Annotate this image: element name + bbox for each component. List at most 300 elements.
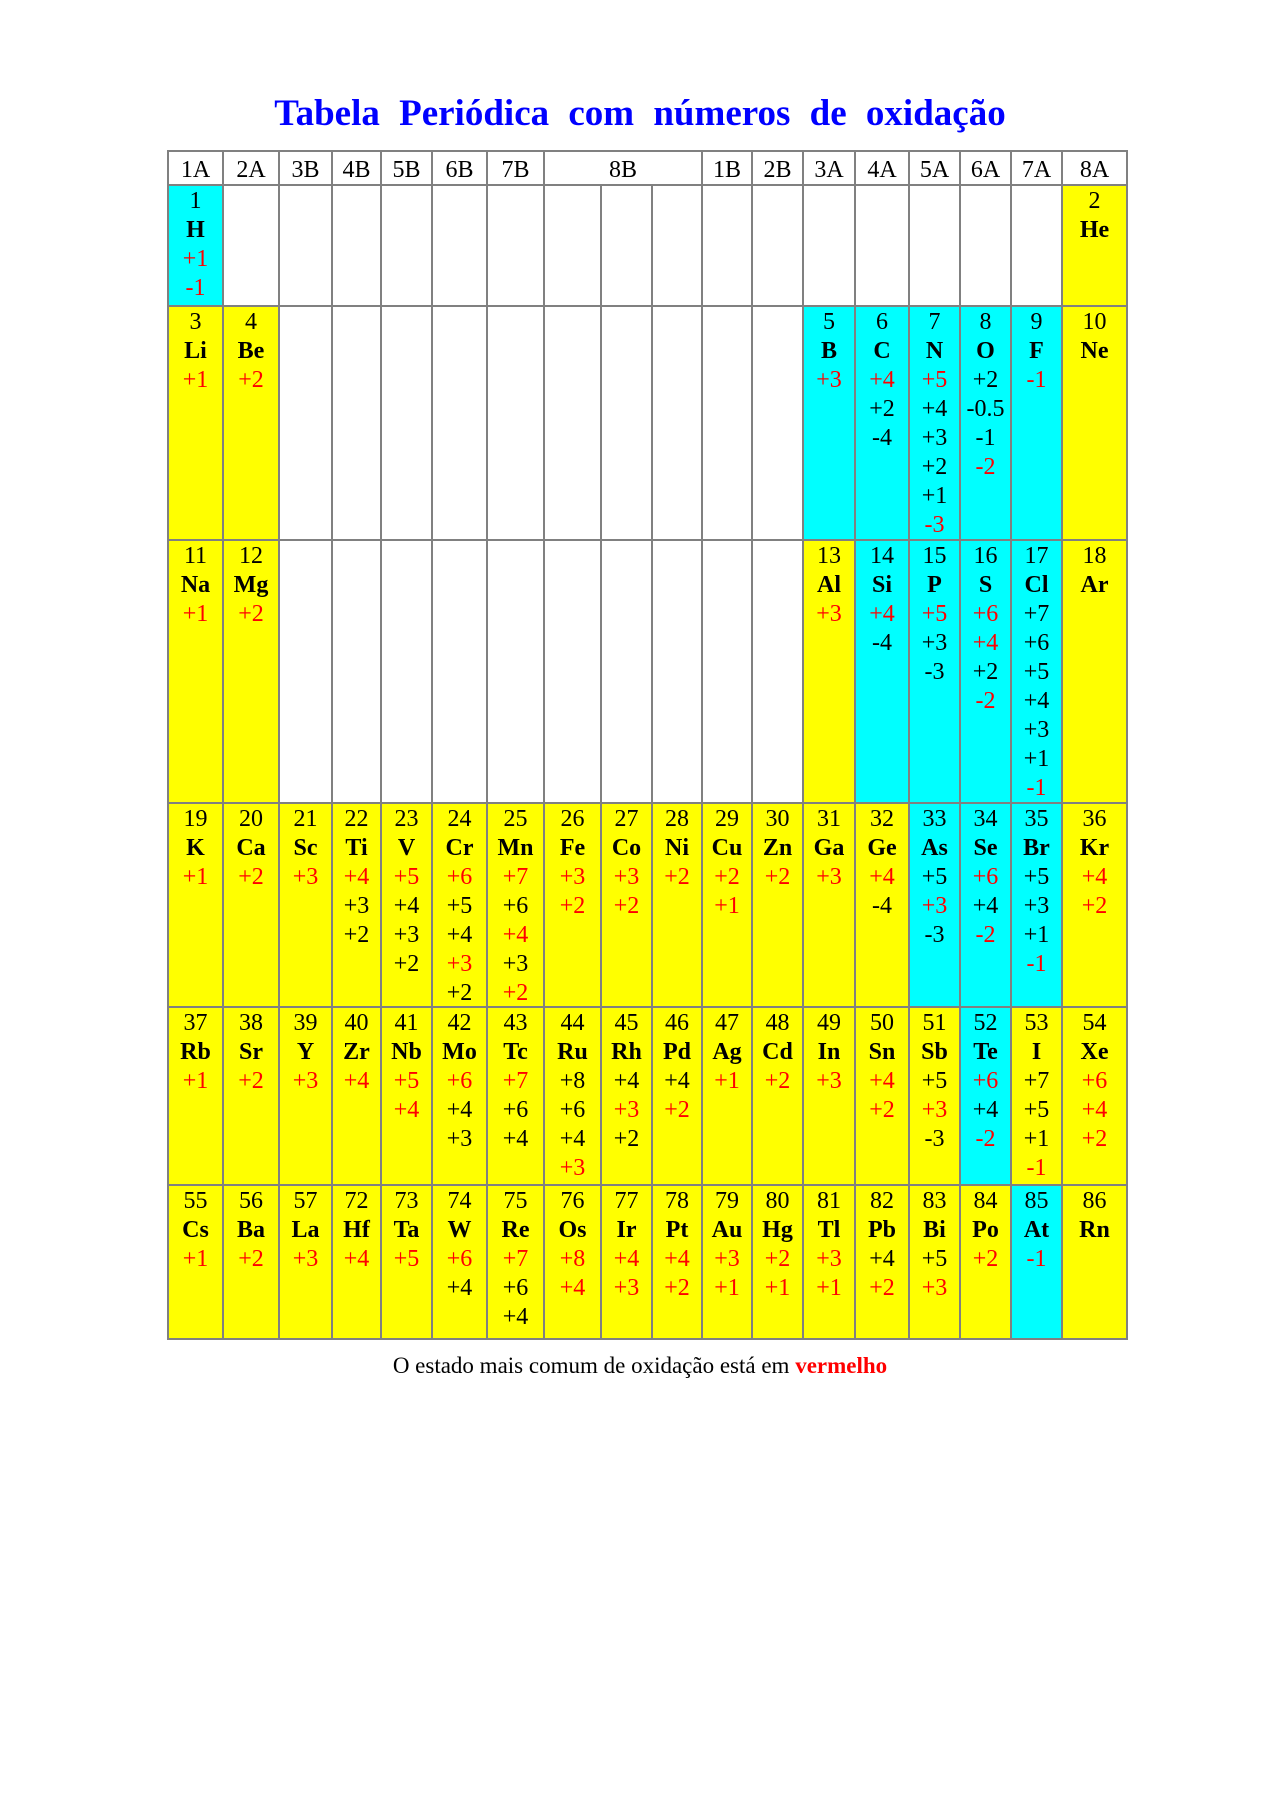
oxidation-state: +8 bbox=[559, 1246, 586, 1272]
element-symbol: Ca bbox=[236, 835, 266, 861]
oxidation-state: +1 bbox=[714, 1068, 740, 1094]
empty-cell bbox=[545, 307, 600, 539]
element-cell-al bbox=[804, 541, 854, 802]
oxidation-state: +7 bbox=[1023, 601, 1050, 627]
oxidation-state: +1 bbox=[182, 864, 209, 890]
group-label: 3B bbox=[291, 157, 320, 183]
element-cell-re bbox=[488, 1186, 543, 1338]
element-symbol: Mo bbox=[442, 1039, 477, 1065]
oxidation-state: +3 bbox=[921, 893, 948, 919]
element-symbol: Nb bbox=[391, 1039, 422, 1065]
page-title: Tabela Periódica com números de oxidação bbox=[274, 93, 1006, 134]
oxidation-state: +7 bbox=[502, 1246, 529, 1272]
oxidation-state: +4 bbox=[921, 396, 948, 422]
atomic-number: 11 bbox=[183, 543, 208, 569]
element-symbol: Pb bbox=[867, 1217, 897, 1243]
element-cell-c bbox=[856, 307, 908, 539]
atomic-number: 22 bbox=[344, 806, 369, 832]
oxidation-state: +4 bbox=[1023, 688, 1050, 714]
atomic-number: 76 bbox=[560, 1188, 585, 1214]
oxidation-state: +2 bbox=[664, 864, 690, 890]
oxidation-state: +2 bbox=[1081, 1126, 1108, 1152]
oxidation-state: +3 bbox=[292, 1246, 319, 1272]
oxidation-state: +2 bbox=[972, 367, 999, 393]
atomic-number: 32 bbox=[870, 806, 894, 832]
oxidation-state: +2 bbox=[238, 1068, 264, 1094]
empty-cell bbox=[433, 307, 486, 539]
oxidation-state: +5 bbox=[921, 367, 948, 393]
oxidation-state: +2 bbox=[613, 893, 640, 919]
atomic-number: 26 bbox=[560, 806, 585, 832]
periodic-table bbox=[167, 150, 1128, 1340]
element-symbol: Zn bbox=[762, 835, 793, 861]
oxidation-state: +1 bbox=[1023, 746, 1050, 772]
element-symbol: B bbox=[820, 338, 838, 364]
element-cell-v bbox=[382, 804, 431, 1006]
empty-cell bbox=[910, 186, 959, 305]
element-cell-bi bbox=[910, 1186, 959, 1338]
oxidation-state: +3 bbox=[613, 864, 640, 890]
empty-cell bbox=[280, 186, 331, 305]
oxidation-state: +2 bbox=[1081, 893, 1108, 919]
oxidation-state: -4 bbox=[872, 630, 892, 656]
oxidation-state: +3 bbox=[292, 864, 319, 890]
element-symbol: Pt bbox=[665, 1217, 689, 1243]
empty-cell bbox=[280, 307, 331, 539]
oxidation-state: +4 bbox=[869, 864, 895, 890]
oxidation-state: +2 bbox=[559, 893, 586, 919]
atomic-number: 33 bbox=[922, 806, 947, 832]
element-symbol: P bbox=[927, 572, 942, 598]
element-cell-ar bbox=[1063, 541, 1126, 802]
atomic-number: 45 bbox=[614, 1010, 639, 1036]
empty-cell bbox=[753, 307, 802, 539]
oxidation-state: +3 bbox=[1023, 893, 1050, 919]
element-symbol: Ga bbox=[813, 835, 845, 861]
element-symbol: Be bbox=[237, 338, 265, 364]
oxidation-state: +4 bbox=[1081, 1097, 1108, 1123]
element-symbol: Ta bbox=[393, 1217, 420, 1243]
oxidation-state: +3 bbox=[921, 1275, 948, 1301]
empty-cell bbox=[382, 186, 431, 305]
element-cell-ag bbox=[703, 1008, 751, 1184]
empty-cell bbox=[488, 186, 543, 305]
empty-cell bbox=[602, 541, 651, 802]
atomic-number: 73 bbox=[394, 1188, 419, 1214]
atomic-number: 29 bbox=[715, 806, 739, 832]
element-cell-hg bbox=[753, 1186, 802, 1338]
element-cell-ru bbox=[545, 1008, 600, 1184]
oxidation-state: +2 bbox=[664, 1275, 690, 1301]
element-cell-i bbox=[1012, 1008, 1061, 1184]
oxidation-state: +1 bbox=[714, 1275, 740, 1301]
atomic-number: 1 bbox=[189, 188, 202, 214]
atomic-number: 13 bbox=[817, 543, 841, 569]
empty-cell bbox=[382, 307, 431, 539]
oxidation-state: -3 bbox=[924, 1126, 945, 1152]
oxidation-state: +1 bbox=[1023, 922, 1050, 948]
element-symbol: Mn bbox=[497, 835, 534, 861]
oxidation-state: +2 bbox=[764, 1068, 791, 1094]
oxidation-state: +3 bbox=[816, 864, 842, 890]
element-symbol: Sr bbox=[239, 1039, 263, 1065]
element-symbol: Sb bbox=[921, 1039, 948, 1065]
element-symbol: Se bbox=[973, 835, 998, 861]
oxidation-state: +1 bbox=[182, 246, 209, 272]
oxidation-state: +4 bbox=[664, 1246, 690, 1272]
oxidation-state: +3 bbox=[816, 601, 842, 627]
element-cell-sr bbox=[224, 1008, 278, 1184]
element-symbol: Hf bbox=[343, 1217, 370, 1243]
element-cell-ba bbox=[224, 1186, 278, 1338]
empty-cell bbox=[753, 186, 802, 305]
element-cell-b bbox=[804, 307, 854, 539]
atomic-number: 2 bbox=[1088, 188, 1101, 214]
group-label: 7A bbox=[1021, 157, 1052, 183]
oxidation-state: +2 bbox=[714, 864, 740, 890]
atomic-number: 6 bbox=[876, 309, 888, 335]
oxidation-state: -1 bbox=[1026, 951, 1047, 977]
element-symbol: H bbox=[186, 217, 205, 243]
oxidation-state: +6 bbox=[502, 893, 529, 919]
oxidation-state: +4 bbox=[393, 893, 420, 919]
atomic-number: 37 bbox=[183, 1010, 208, 1036]
oxidation-state: +4 bbox=[559, 1126, 586, 1152]
element-cell-hf bbox=[333, 1186, 380, 1338]
element-symbol: Y bbox=[296, 1039, 315, 1065]
element-symbol: C bbox=[873, 338, 891, 364]
element-cell-zr bbox=[333, 1008, 380, 1184]
element-cell-cd bbox=[753, 1008, 802, 1184]
element-cell-na bbox=[169, 541, 222, 802]
element-cell-ni bbox=[653, 804, 701, 1006]
atomic-number: 53 bbox=[1024, 1010, 1049, 1036]
atomic-number: 36 bbox=[1082, 806, 1107, 832]
element-symbol: Sc bbox=[293, 835, 318, 861]
atomic-number: 47 bbox=[715, 1010, 739, 1036]
empty-cell bbox=[280, 541, 331, 802]
element-symbol: Cr bbox=[445, 835, 474, 861]
atomic-number: 8 bbox=[979, 309, 992, 335]
oxidation-state: +7 bbox=[1023, 1068, 1050, 1094]
element-cell-be bbox=[224, 307, 278, 539]
element-cell-sn bbox=[856, 1008, 908, 1184]
oxidation-state: -1 bbox=[1026, 1246, 1047, 1272]
oxidation-state: -2 bbox=[975, 922, 996, 948]
element-symbol: Mg bbox=[233, 572, 269, 598]
atomic-number: 82 bbox=[870, 1188, 894, 1214]
oxidation-state: +5 bbox=[921, 864, 948, 890]
empty-cell bbox=[224, 186, 278, 305]
atomic-number: 21 bbox=[293, 806, 318, 832]
oxidation-state: +2 bbox=[238, 367, 264, 393]
element-cell-pd bbox=[653, 1008, 701, 1184]
oxidation-state: -3 bbox=[924, 512, 945, 538]
group-label: 8B bbox=[608, 157, 638, 183]
oxidation-state: -1 bbox=[185, 275, 206, 301]
oxidation-state: +2 bbox=[343, 922, 370, 948]
caption bbox=[0, 1353, 1280, 1379]
element-symbol: Pd bbox=[662, 1039, 692, 1065]
group-label: 7B bbox=[501, 157, 530, 183]
oxidation-state: +4 bbox=[446, 922, 473, 948]
oxidation-state: +6 bbox=[972, 601, 999, 627]
atomic-number: 34 bbox=[973, 806, 998, 832]
element-symbol: In bbox=[817, 1039, 841, 1065]
element-cell-co bbox=[602, 804, 651, 1006]
oxidation-state: +2 bbox=[921, 454, 948, 480]
oxidation-state: +2 bbox=[764, 864, 791, 890]
oxidation-state: +2 bbox=[664, 1097, 690, 1123]
oxidation-state: +3 bbox=[393, 922, 420, 948]
element-symbol: S bbox=[978, 572, 993, 598]
caption-highlight: vermelho bbox=[795, 1353, 888, 1378]
oxidation-state: +6 bbox=[502, 1097, 529, 1123]
element-cell-tc bbox=[488, 1008, 543, 1184]
empty-cell bbox=[488, 307, 543, 539]
atomic-number: 18 bbox=[1082, 543, 1107, 569]
element-cell-os bbox=[545, 1186, 600, 1338]
atomic-number: 24 bbox=[447, 806, 472, 832]
atomic-number: 27 bbox=[614, 806, 639, 832]
atomic-number: 23 bbox=[394, 806, 419, 832]
element-cell-at bbox=[1012, 1186, 1061, 1338]
oxidation-state: +4 bbox=[972, 893, 999, 919]
oxidation-state: +3 bbox=[559, 864, 586, 890]
atomic-number: 3 bbox=[189, 309, 202, 335]
element-cell-in bbox=[804, 1008, 854, 1184]
group-label: 8A bbox=[1079, 157, 1110, 183]
oxidation-state: +6 bbox=[1023, 630, 1050, 656]
element-symbol: Li bbox=[184, 338, 207, 364]
element-symbol: V bbox=[397, 835, 416, 861]
caption-text: O estado mais comum de oxidação está em bbox=[392, 1353, 790, 1378]
element-cell-po bbox=[961, 1186, 1010, 1338]
atomic-number: 46 bbox=[665, 1010, 689, 1036]
element-symbol: Cd bbox=[762, 1039, 793, 1065]
atomic-number: 31 bbox=[817, 806, 841, 832]
element-cell-as bbox=[910, 804, 959, 1006]
atomic-number: 44 bbox=[560, 1010, 585, 1036]
element-cell-h bbox=[169, 186, 222, 305]
atomic-number: 85 bbox=[1024, 1188, 1049, 1214]
empty-cell bbox=[602, 307, 651, 539]
element-symbol: I bbox=[1031, 1039, 1042, 1065]
empty-cell bbox=[703, 307, 751, 539]
element-cell-mo bbox=[433, 1008, 486, 1184]
element-symbol: Re bbox=[501, 1217, 530, 1243]
element-symbol: Cl bbox=[1024, 572, 1049, 598]
element-cell-tl bbox=[804, 1186, 854, 1338]
atomic-number: 55 bbox=[183, 1188, 208, 1214]
atomic-number: 84 bbox=[973, 1188, 998, 1214]
atomic-number: 9 bbox=[1030, 309, 1043, 335]
element-symbol: Fe bbox=[559, 835, 586, 861]
atomic-number: 75 bbox=[503, 1188, 528, 1214]
oxidation-state: +2 bbox=[238, 601, 264, 627]
oxidation-state: +4 bbox=[343, 864, 370, 890]
empty-cell bbox=[961, 186, 1010, 305]
oxidation-state: +2 bbox=[869, 1275, 895, 1301]
element-cell-xe bbox=[1063, 1008, 1126, 1184]
element-cell-s bbox=[961, 541, 1010, 802]
oxidation-state: +3 bbox=[502, 951, 529, 977]
empty-cell bbox=[433, 541, 486, 802]
element-cell-ir bbox=[602, 1186, 651, 1338]
oxidation-state: -1 bbox=[1026, 1155, 1047, 1181]
element-symbol: Ba bbox=[236, 1217, 266, 1243]
oxidation-state: +6 bbox=[972, 864, 999, 890]
element-cell-li bbox=[169, 307, 222, 539]
oxidation-state: +4 bbox=[1081, 864, 1108, 890]
element-cell-ne bbox=[1063, 307, 1126, 539]
oxidation-state: -1 bbox=[1026, 775, 1047, 801]
oxidation-state: +5 bbox=[921, 1246, 948, 1272]
atomic-number: 79 bbox=[715, 1188, 739, 1214]
empty-cell bbox=[653, 186, 701, 305]
oxidation-state: -2 bbox=[975, 688, 996, 714]
atomic-number: 17 bbox=[1024, 543, 1049, 569]
element-symbol: Rn bbox=[1079, 1217, 1110, 1243]
group-label: 4A bbox=[867, 157, 897, 183]
oxidation-state: +4 bbox=[446, 1275, 473, 1301]
element-symbol: La bbox=[291, 1217, 320, 1243]
oxidation-state: +4 bbox=[343, 1246, 370, 1272]
atomic-number: 50 bbox=[870, 1010, 894, 1036]
element-symbol: Cu bbox=[711, 835, 743, 861]
oxidation-state: +4 bbox=[343, 1068, 370, 1094]
atomic-number: 10 bbox=[1082, 309, 1107, 335]
oxidation-state: +4 bbox=[869, 1246, 895, 1272]
element-cell-cl bbox=[1012, 541, 1061, 802]
atomic-number: 25 bbox=[503, 806, 528, 832]
element-symbol: N bbox=[925, 338, 944, 364]
atomic-number: 4 bbox=[245, 309, 257, 335]
atomic-number: 28 bbox=[665, 806, 689, 832]
oxidation-state: +3 bbox=[921, 630, 948, 656]
oxidation-state: +5 bbox=[1023, 659, 1050, 685]
oxidation-state: +5 bbox=[393, 1246, 420, 1272]
element-symbol: Os bbox=[558, 1217, 587, 1243]
element-cell-rb bbox=[169, 1008, 222, 1184]
empty-cell bbox=[488, 541, 543, 802]
atomic-number: 5 bbox=[823, 309, 835, 335]
atomic-number: 78 bbox=[665, 1188, 689, 1214]
element-symbol: Ti bbox=[345, 835, 368, 861]
element-cell-mg bbox=[224, 541, 278, 802]
oxidation-state: +3 bbox=[714, 1246, 740, 1272]
element-cell-fe bbox=[545, 804, 600, 1006]
element-cell-ga bbox=[804, 804, 854, 1006]
element-cell-ta bbox=[382, 1186, 431, 1338]
element-symbol: Po bbox=[972, 1217, 999, 1243]
oxidation-state: +3 bbox=[613, 1097, 640, 1123]
element-symbol: Ne bbox=[1080, 338, 1109, 364]
atomic-number: 43 bbox=[503, 1010, 528, 1036]
element-cell-rh bbox=[602, 1008, 651, 1184]
element-symbol: Kr bbox=[1079, 835, 1110, 861]
element-symbol: Ru bbox=[557, 1039, 588, 1065]
atomic-number: 77 bbox=[614, 1188, 639, 1214]
oxidation-state: +4 bbox=[613, 1068, 640, 1094]
atomic-number: 14 bbox=[870, 543, 894, 569]
oxidation-state: +5 bbox=[1023, 864, 1050, 890]
atomic-number: 19 bbox=[183, 806, 208, 832]
element-symbol: At bbox=[1023, 1217, 1050, 1243]
element-cell-ca bbox=[224, 804, 278, 1006]
atomic-number: 51 bbox=[922, 1010, 947, 1036]
oxidation-state: +2 bbox=[869, 396, 895, 422]
element-symbol: Si bbox=[871, 572, 893, 598]
oxidation-state: +6 bbox=[972, 1068, 999, 1094]
element-cell-kr bbox=[1063, 804, 1126, 1006]
element-cell-si bbox=[856, 541, 908, 802]
element-cell-pb bbox=[856, 1186, 908, 1338]
element-symbol: Co bbox=[611, 835, 642, 861]
group-label: 3A bbox=[814, 157, 844, 183]
atomic-number: 38 bbox=[239, 1010, 263, 1036]
element-cell-au bbox=[703, 1186, 751, 1338]
oxidation-state: +3 bbox=[816, 367, 842, 393]
empty-cell bbox=[602, 186, 651, 305]
atomic-number: 16 bbox=[973, 543, 998, 569]
empty-cell bbox=[333, 186, 380, 305]
oxidation-state: +4 bbox=[502, 922, 529, 948]
oxidation-state: +4 bbox=[502, 1304, 529, 1330]
element-symbol: Zr bbox=[343, 1039, 370, 1065]
group-label: 4B bbox=[342, 157, 371, 183]
oxidation-state: +1 bbox=[182, 367, 209, 393]
element-cell-p bbox=[910, 541, 959, 802]
empty-cell bbox=[545, 541, 600, 802]
element-cell-w bbox=[433, 1186, 486, 1338]
element-cell-he bbox=[1063, 186, 1126, 305]
oxidation-state: +2 bbox=[446, 980, 473, 1006]
oxidation-state: +3 bbox=[446, 1126, 473, 1152]
empty-cell bbox=[703, 541, 751, 802]
oxidation-state: +7 bbox=[502, 864, 529, 890]
atomic-number: 72 bbox=[344, 1188, 369, 1214]
element-cell-cr bbox=[433, 804, 486, 1006]
element-symbol: K bbox=[186, 835, 205, 861]
atomic-number: 56 bbox=[239, 1188, 263, 1214]
group-label: 6A bbox=[970, 157, 1001, 183]
element-symbol: Br bbox=[1023, 835, 1050, 861]
oxidation-state: +4 bbox=[972, 630, 999, 656]
oxidation-state: +3 bbox=[559, 1155, 586, 1181]
oxidation-state: +4 bbox=[393, 1097, 420, 1123]
oxidation-state: +6 bbox=[446, 1068, 473, 1094]
element-cell-br bbox=[1012, 804, 1061, 1006]
oxidation-state: +1 bbox=[714, 893, 740, 919]
element-symbol: Au bbox=[711, 1217, 743, 1243]
oxidation-state: +3 bbox=[343, 893, 370, 919]
empty-cell bbox=[653, 541, 701, 802]
element-symbol: W bbox=[447, 1217, 472, 1243]
oxidation-state: -1 bbox=[1026, 367, 1047, 393]
element-cell-se bbox=[961, 804, 1010, 1006]
atomic-number: 20 bbox=[239, 806, 263, 832]
empty-cell bbox=[804, 186, 854, 305]
oxidation-state: -4 bbox=[872, 893, 892, 919]
element-symbol: Al bbox=[817, 572, 841, 598]
atomic-number: 39 bbox=[293, 1010, 318, 1036]
element-cell-ge bbox=[856, 804, 908, 1006]
element-symbol: Rb bbox=[180, 1039, 211, 1065]
element-cell-la bbox=[280, 1186, 331, 1338]
element-symbol: Sn bbox=[868, 1039, 896, 1065]
oxidation-state: +2 bbox=[972, 659, 999, 685]
